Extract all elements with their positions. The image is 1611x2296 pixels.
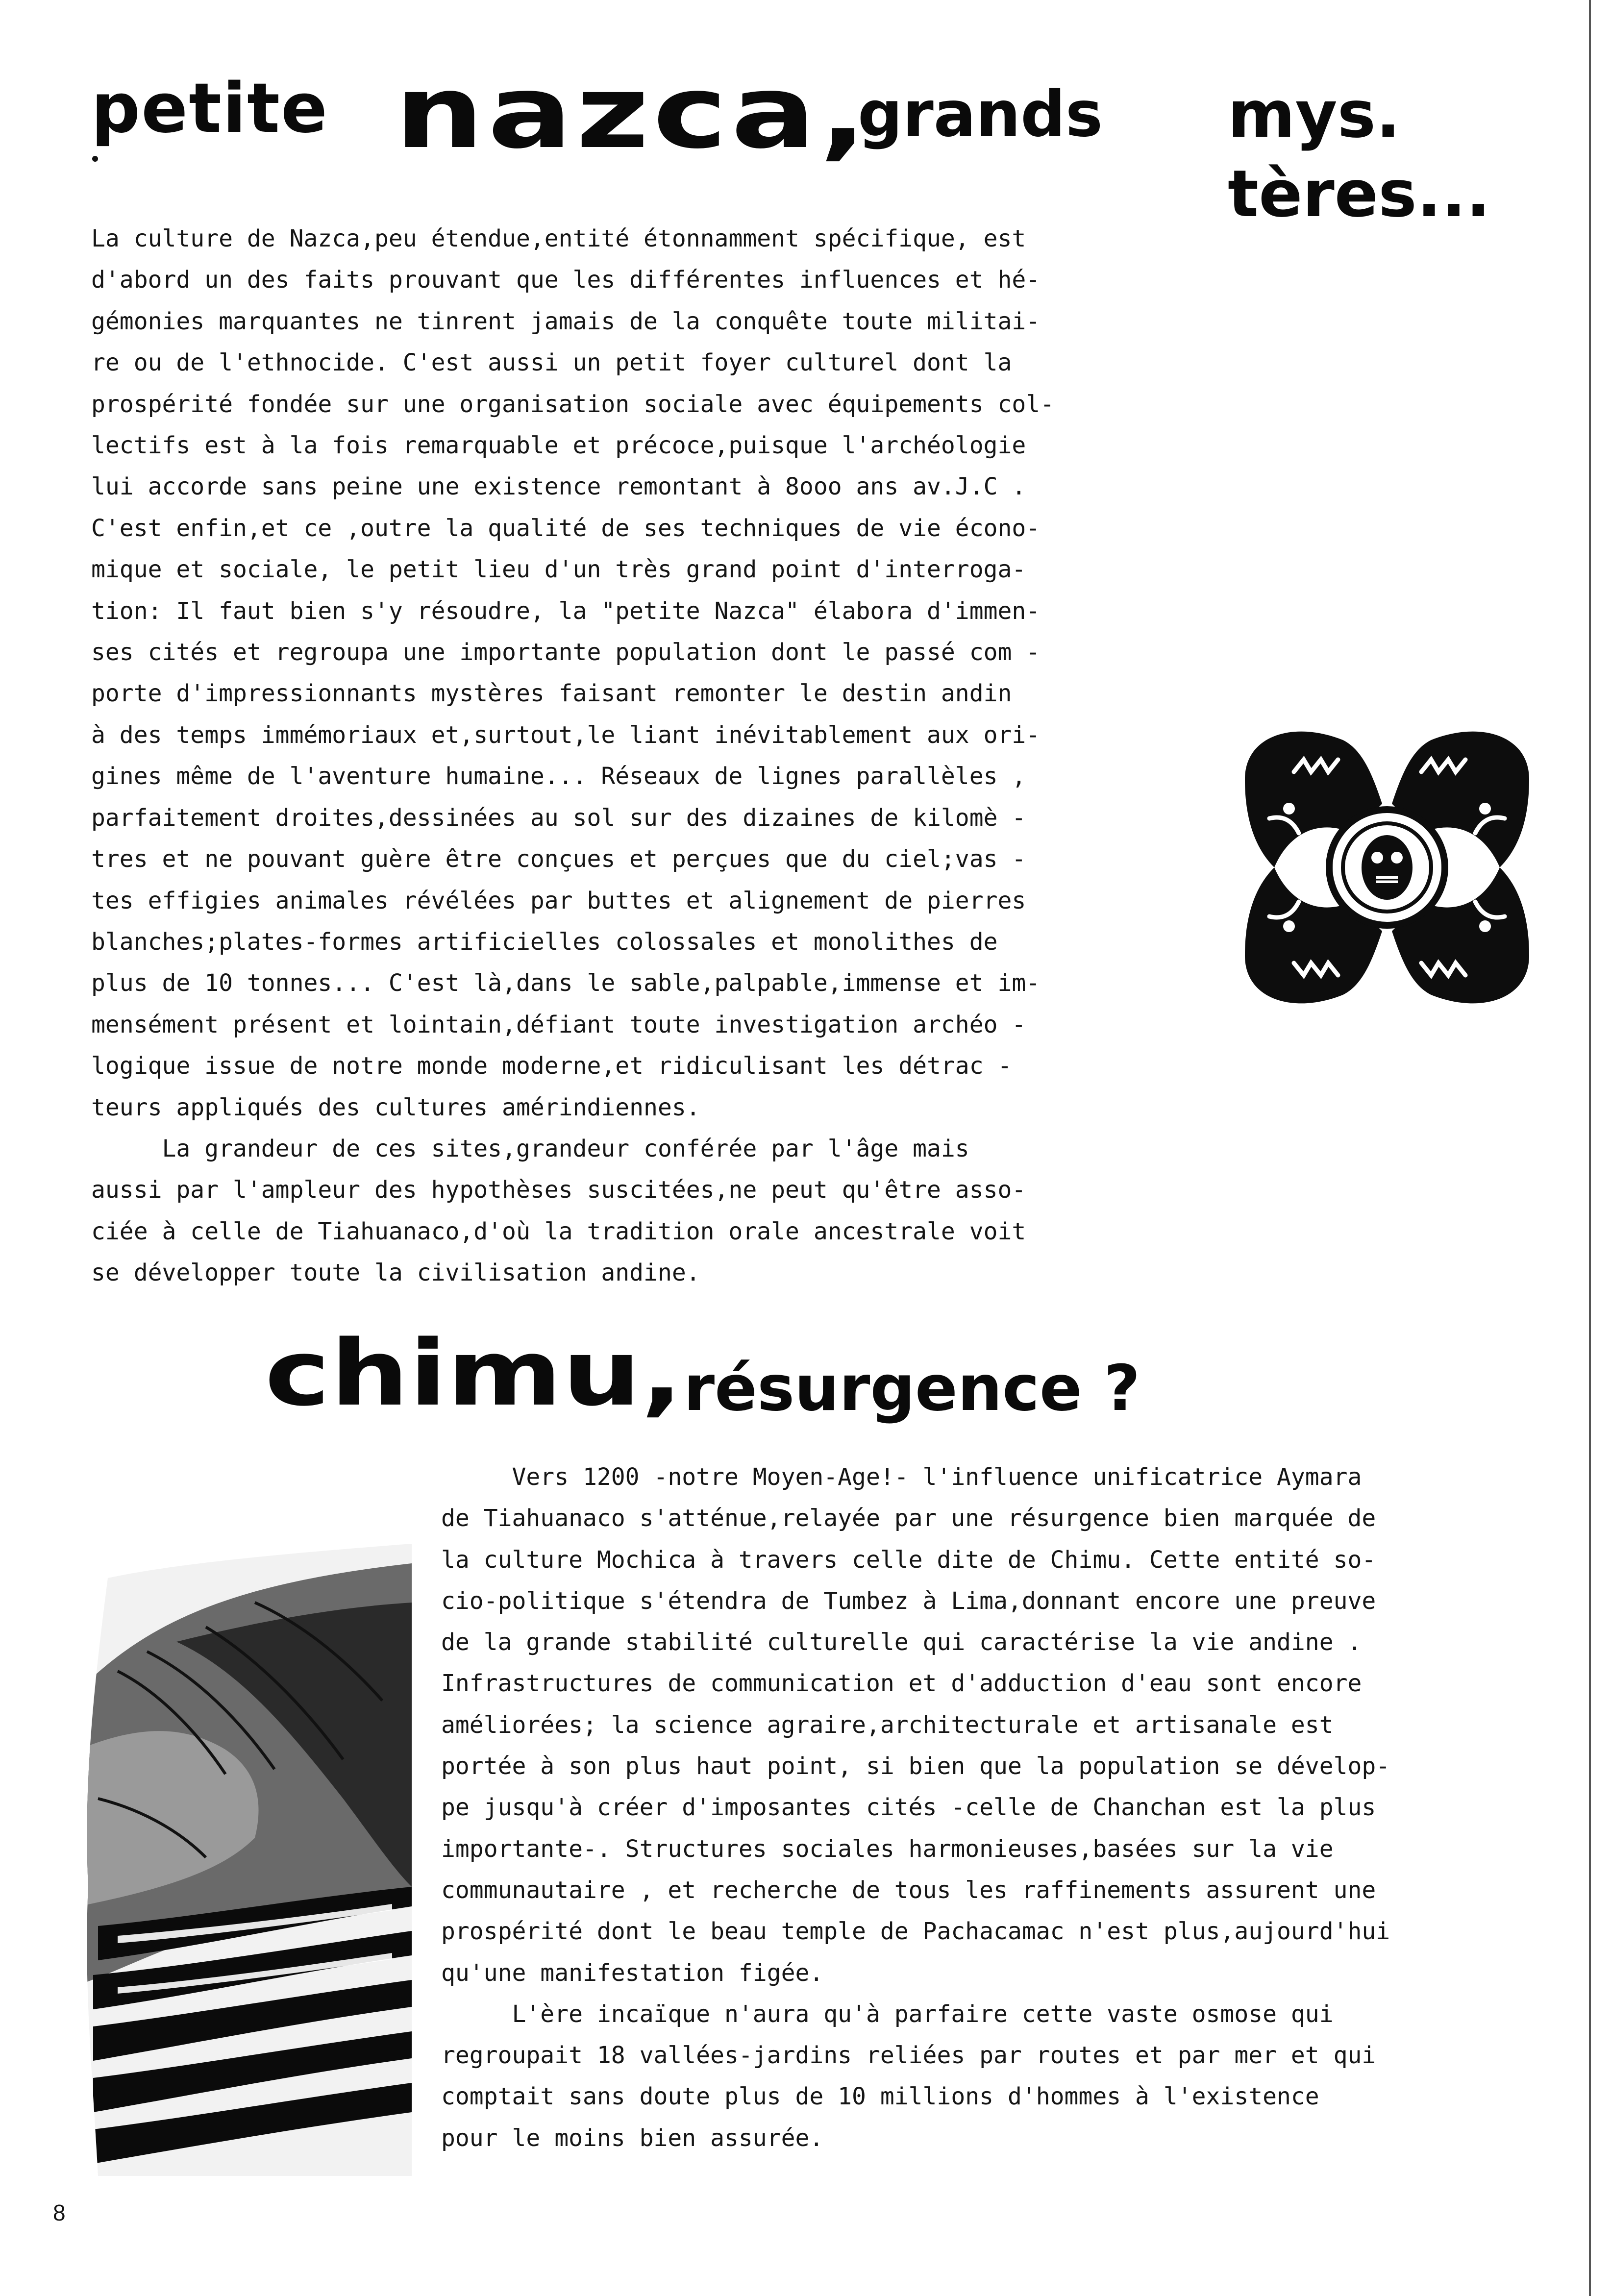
title-dot	[92, 156, 98, 162]
nazca-title-word-teres: tères...	[1228, 156, 1491, 232]
chimu-body-text: Vers 1200 -notre Moyen-Age!- l'influence unificatrice Aymara de Tiahuanaco s'atténue,relayée par une résurgence bien marquée de la culture Mochica à travers celle dite de Chimu. Cette entité so- cio-politique s'étendra de Tumbez à Lima,donnant encore une preuve de la grande stabilité culturelle qui caractérise la vie andine . Infrastructures de communication et d'adduction d'eau sont encore améliorées; la science agraire,architecturale et artisanale est portée à son plus haut point, si bien que la population se dévelop- pe jusqu'à créer d'imposantes cités -celle de Chanchan est la plus importante-. Structures sociales harmonieuses,basées sur la vie communautaire , et recherche de tous les raffinements assurent une prospérité dont le beau temple de Pachacamac n'est plus,aujourd'hui qu'une manifestation figée. L'ère incaïque n'aura qu'à parfaire cette vaste osmose qui regroupait 18 vallées-jardins reliées par routes et par mer et qui comptait sans doute plus de 10 millions d'hommes à l'existence pour le moins bien assurée.	[441, 1463, 1390, 2152]
page-edge-rule	[1589, 0, 1591, 2296]
chimu-title-word-chimu: chimu,	[265, 1320, 683, 1426]
nazca-motif-illustration	[1235, 720, 1539, 1014]
andean-terraces-photo	[78, 1544, 412, 2176]
nazca-title-word-mys: mys.	[1228, 77, 1401, 152]
nazca-title-word-nazca: nazca,	[395, 54, 871, 171]
nazca-title-word-petite: petite	[91, 69, 328, 148]
page-number: 8	[53, 2200, 66, 2225]
nazca-title-word-grands: grands	[858, 78, 1103, 151]
nazca-body-text: La culture de Nazca,peu étendue,entité étonnamment spécifique, est d'abord un des faits prouvant que les différentes influences et hé- gémonies marquantes ne tinrent jamais de la conquête toute militai- re ou de l'ethnocide. C'est aussi un petit foyer culturel dont la prospérité fondée sur une organisation sociale avec équipements col- lectifs est à la fois remarquable et précoce,puisque l'archéologie lui accorde sans peine une existence remontant à 8ooo ans av.J.C . C'est enfin,et ce ,outre la qualité de ses techniques de vie écono- mique et sociale, le petit lieu d'un très grand point d'interroga- tion: Il faut bien s'y résoudre, la "petite Nazca" élabora d'immen- ses cités et regroupa une importante population dont le passé com - porte d'impressionnants mystères faisant remonter le destin andin à des temps immémoriaux et,surtout,le liant inévitablement aux ori- gines même de l'aventure humaine... Réseaux de lignes parallèles , parfaitement droites,dessinées au sol sur des dizaines de kilomè - tres et ne pouvant guère être conçues et perçues que du ciel;vas - tes effigies animales révélées par buttes et alignement de pierres blanches;plates-formes artificielles colossales et monolithes de plus de 10 tonnes... C'est là,dans le sable,palpable,immense et im- mensément présent et lointain,défiant toute investigation archéo - logique issue de notre monde moderne,et ridiculisant les détrac - teurs appliqués des cultures amérindiennes. La grandeur de ces sites,grandeur conférée par l'âge mais aussi par l'ampleur des hypothèses suscitées,ne peut qu'être asso- ciée à celle de Tiahuanaco,d'où la tradition orale ancestrale voit se développer toute la civilisation andine.	[91, 225, 1055, 1287]
chimu-title-word-resurgence: résurgence ?	[684, 1352, 1140, 1425]
